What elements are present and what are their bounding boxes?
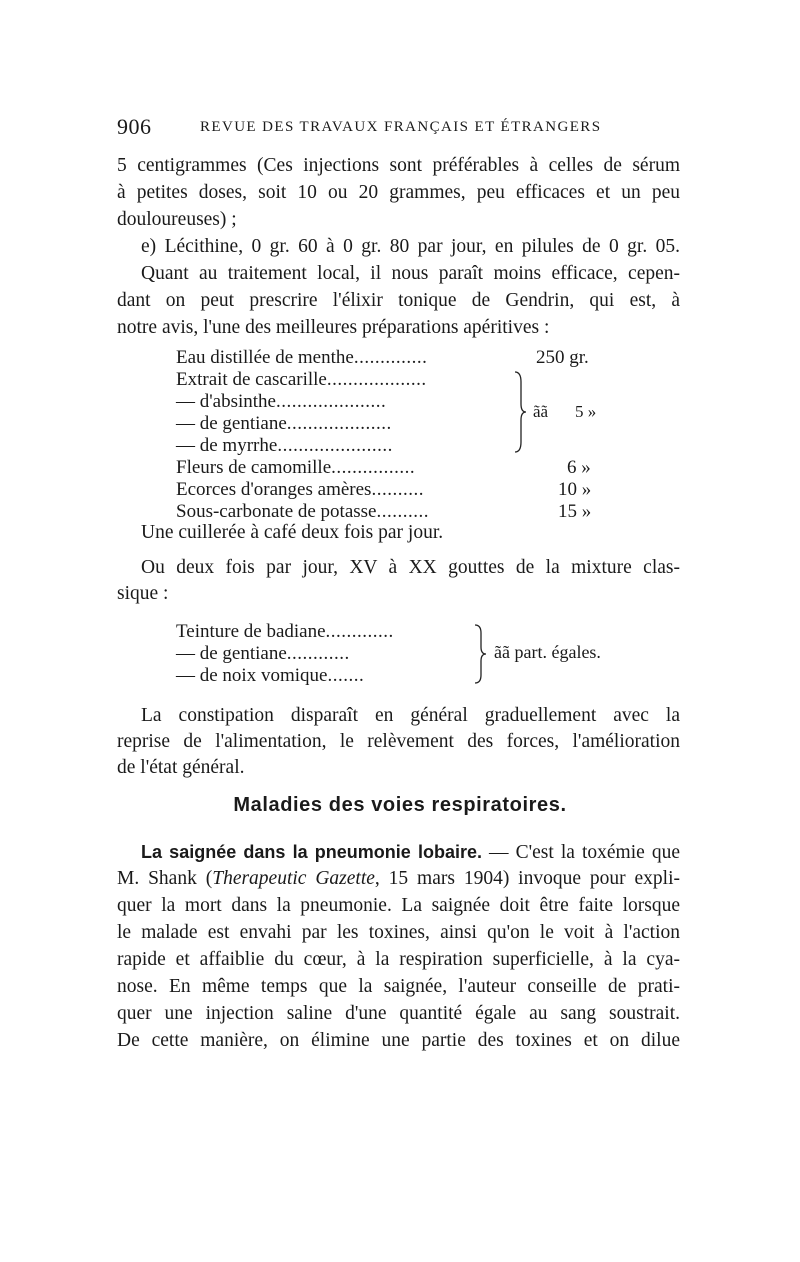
right-brace bbox=[513, 370, 527, 454]
recipe-row: — d'absinthe..................... bbox=[176, 391, 387, 412]
journal-title: Therapeutic Gazette bbox=[212, 868, 375, 889]
article-lead: La saignée dans la pneumonie lobaire. bbox=[141, 842, 482, 862]
recipe-qty: 10 » bbox=[558, 479, 592, 500]
text-line: de l'état général. bbox=[117, 757, 245, 778]
recipe-qty: 250 gr. bbox=[536, 347, 589, 368]
article-line: le malade est envahi par les toxines, ainsi qu'on le voit à l'action bbox=[117, 922, 680, 943]
article-line: M. Shank (Therapeutic Gazette, 15 mars 1904) invoque pour expli- bbox=[117, 868, 680, 889]
recipe-qty: 6 » bbox=[567, 457, 591, 478]
text-line: à petites doses, soit 10 ou 20 grammes, peu efficaces et un peu bbox=[117, 182, 680, 203]
text-line: 5 centigrammes (Ces injections sont préférables à celles de sérum bbox=[117, 155, 680, 176]
text-line: reprise de l'alimentation, le relèvement des forces, l'amélioration bbox=[117, 731, 680, 752]
text-line: Ou deux fois par jour, XV à XX gouttes de la mixture clas- bbox=[141, 557, 680, 578]
running-header bbox=[117, 114, 687, 140]
group-qty: 5 » bbox=[575, 402, 597, 421]
text-line: sique : bbox=[117, 583, 169, 604]
recipe-row: Extrait de cascarille................... bbox=[176, 369, 427, 390]
group-label-aa: ãã bbox=[533, 402, 549, 421]
recipe-row: — de gentiane............ bbox=[176, 643, 350, 664]
recipe-row: — de myrrhe...................... bbox=[176, 435, 393, 456]
article-line: De cette manière, on élimine une partie des toxines et on dilue bbox=[117, 1030, 680, 1051]
article-line: quer une injection saline d'une quantité égale au sang soustrait. bbox=[117, 1003, 680, 1024]
section-title: Maladies des voies respiratoires. bbox=[233, 794, 567, 816]
text-line: La constipation disparaît en général graduellement avec la bbox=[141, 705, 680, 726]
recipe-row: Fleurs de camomille................ bbox=[176, 457, 416, 478]
recipe-row: Ecorces d'oranges amères.......... bbox=[176, 479, 424, 500]
article-line: quer la mort dans la pneumonie. La saignée doit être faite lorsque bbox=[117, 895, 680, 916]
text-line: dant on peut prescrire l'élixir tonique de Gendrin, qui est, à bbox=[117, 290, 680, 311]
recipe-qty: 15 » bbox=[558, 501, 592, 522]
text-line: Quant au traitement local, il nous paraît moins efficace, cepen- bbox=[141, 263, 680, 284]
recipe-row: Teinture de badiane............. bbox=[176, 621, 394, 642]
list-item-e: e) Lécithine, 0 gr. 60 à 0 gr. 80 par jour, en pilules de 0 gr. 05. bbox=[141, 236, 680, 257]
recipe-row: Sous-carbonate de potasse.......... bbox=[176, 501, 429, 522]
group-qty: ãã part. égales. bbox=[494, 642, 601, 662]
text-line: notre avis, l'une des meilleures préparations apéritives : bbox=[117, 317, 550, 338]
article-line: rapide et affaiblie du cœur, à la respiration superficielle, à la cya- bbox=[117, 949, 680, 970]
right-brace bbox=[473, 623, 487, 685]
article-line: La saignée dans la pneumonie lobaire. — C'est la toxémie que bbox=[141, 842, 680, 863]
running-title: REVUE DES TRAVAUX FRANÇAIS ET ÉTRANGERS bbox=[200, 119, 602, 135]
recipe-row: — de gentiane.................... bbox=[176, 413, 392, 434]
article-line: nose. En même temps que la saignée, l'auteur conseille de prati- bbox=[117, 976, 680, 997]
recipe-row: — de noix vomique....... bbox=[176, 665, 365, 686]
page-number: 906 bbox=[117, 114, 152, 139]
text-line: douloureuses) ; bbox=[117, 209, 237, 230]
dosage-note: Une cuillerée à café deux fois par jour. bbox=[141, 522, 444, 543]
recipe-row: Eau distillée de menthe.............. bbox=[176, 347, 428, 368]
